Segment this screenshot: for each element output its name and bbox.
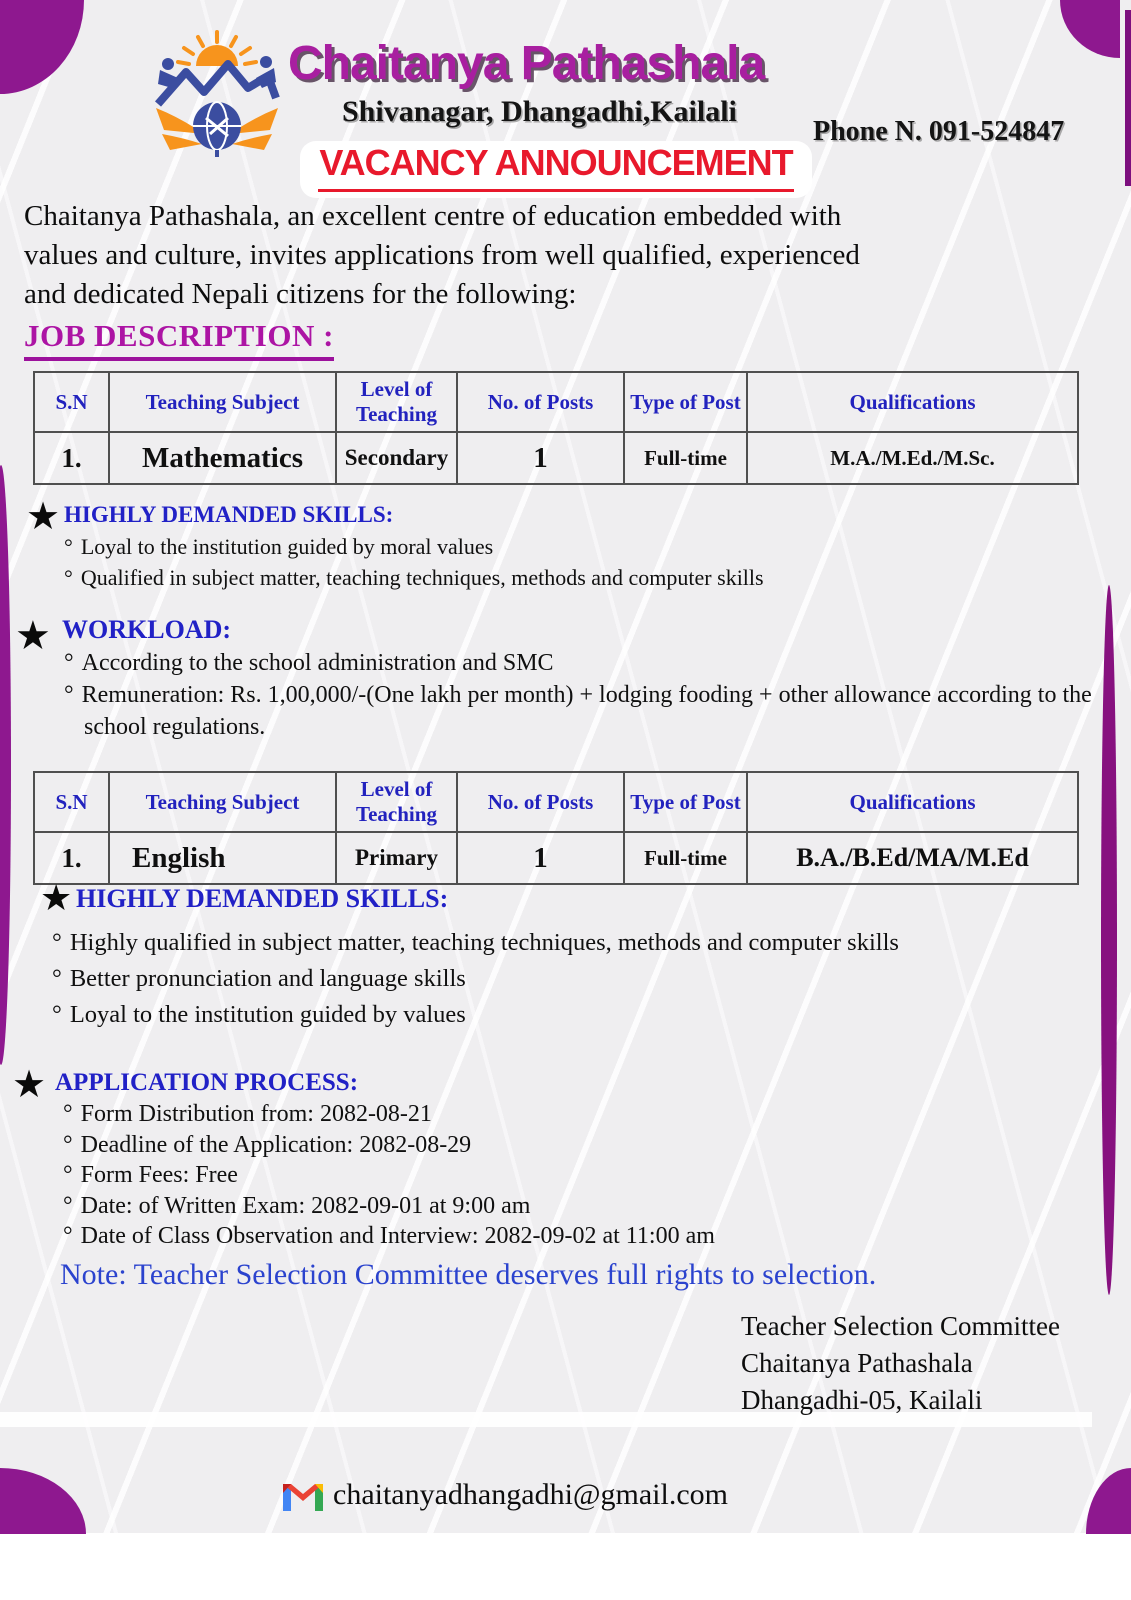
cell-type: Full-time <box>624 432 747 484</box>
bullet-text: Date: of Written Exam: 2082-09-01 at 9:00 am <box>80 1192 531 1219</box>
school-name: Chaitanya Pathashala <box>288 37 765 90</box>
bullet-item <box>64 679 1114 743</box>
bullet-text: Deadline of the Application: 2082-08-29 <box>80 1131 472 1158</box>
section-items <box>63 1099 1103 1252</box>
section-title-highly-demanded-skills-2: HIGHLY DEMANDED SKILLS: <box>76 884 449 913</box>
bullet-item <box>52 997 1116 1033</box>
bullet-text: Form Distribution from: 2082-08-21 <box>80 1101 432 1127</box>
signature-block <box>741 1308 1060 1419</box>
table-header-sn: S.N <box>34 772 109 832</box>
bullet-marker: ° <box>64 534 73 559</box>
table-header-qualifications: Qualifications <box>747 372 1078 432</box>
table-header-level: Level of Teaching <box>336 772 457 832</box>
table-header-type: Type of Post <box>624 372 747 432</box>
bullet-item <box>64 562 1104 593</box>
table-header-qualifications: Qualifications <box>747 772 1078 832</box>
bullet-item <box>63 1130 1103 1161</box>
bullet-item <box>52 961 1116 997</box>
email-address: chaitanyadhangadhi@gmail.com <box>333 1478 728 1511</box>
table-header-sn: S.N <box>34 372 109 432</box>
bullet-text: Loyal to the institution guided by values <box>69 1001 466 1028</box>
section-items <box>64 531 1104 593</box>
bullet-text: Qualified in subject matter, teaching techniques, methods and computer skills <box>80 565 764 590</box>
bullet-item <box>63 1099 1103 1130</box>
section-title-application-process: APPLICATION PROCESS: <box>55 1069 359 1096</box>
bullet-item <box>63 1191 1103 1222</box>
bullet-marker: ° <box>63 1101 73 1127</box>
bullet-marker: ° <box>64 682 74 708</box>
bullet-item <box>64 647 1114 679</box>
star-icon: ★ <box>12 1062 47 1106</box>
phone-number: Phone N. 091-524847 <box>813 116 1065 147</box>
cell-level: Primary <box>336 832 457 884</box>
note-text: Note: Teacher Selection Committee deserves full rights to selection. <box>60 1258 877 1291</box>
section-title-workload: WORKLOAD: <box>62 615 231 644</box>
bullet-marker: ° <box>52 929 62 956</box>
table-row <box>34 832 1078 884</box>
bullet-marker: ° <box>64 650 74 676</box>
table-header-subject: Teaching Subject <box>109 772 336 832</box>
job-table-mathematics <box>33 371 1079 485</box>
bullet-text: Date of Class Observation and Interview: 2082-09-02 at 11:00 am <box>80 1223 715 1249</box>
intro-line: Chaitanya Pathashala, an excellent centre of education embedded with <box>24 200 842 232</box>
intro-paragraph <box>24 197 860 314</box>
cell-qualifications: B.A./B.Ed/MA/M.Ed <box>747 832 1078 884</box>
cell-posts: 1 <box>457 832 624 884</box>
job-description-heading: JOB DESCRIPTION : <box>24 318 334 361</box>
cell-sn: 1. <box>34 832 109 884</box>
bullet-text: Highly qualified in subject matter, teaching techniques, methods and computer skills <box>69 929 899 956</box>
table-header-posts: No. of Posts <box>457 772 624 832</box>
bullet-text: Form Fees: Free <box>80 1162 238 1188</box>
cell-subject: English <box>109 832 336 884</box>
school-address: Shivanagar, Dhangadhi,Kailali <box>342 95 737 128</box>
table-header-posts: No. of Posts <box>457 372 624 432</box>
bullet-item <box>63 1160 1103 1191</box>
school-logo-icon <box>146 26 288 158</box>
section-items <box>52 925 1116 1033</box>
gmail-icon <box>283 1480 323 1511</box>
signature-line-committee: Teacher Selection Committee <box>741 1311 1060 1341</box>
bullet-marker: ° <box>52 965 62 992</box>
bullet-text: Better pronunciation and language skills <box>69 965 466 992</box>
cell-type: Full-time <box>624 832 747 884</box>
bullet-text: Remuneration: Rs. 1,00,000/-(One lakh per month) + lodging fooding + other allowance according to the school regulations. <box>81 682 1092 740</box>
star-icon: ★ <box>15 613 51 659</box>
bullet-item <box>52 925 1116 961</box>
bullet-item <box>63 1221 1103 1252</box>
section-title-highly-demanded-skills-1: HIGHLY DEMANDED SKILLS: <box>64 502 394 527</box>
vacancy-banner-text: VACANCY ANNOUNCEMENT <box>319 142 793 183</box>
cell-posts: 1 <box>457 432 624 484</box>
cell-sn: 1. <box>34 432 109 484</box>
footer-email-row <box>283 1478 728 1512</box>
signature-line-place: Dhangadhi-05, Kailali <box>741 1385 983 1415</box>
intro-line: values and culture, invites applications from well qualified, experienced <box>24 239 860 271</box>
bullet-item <box>64 531 1104 562</box>
bullet-marker: ° <box>63 1131 73 1158</box>
table-header-type: Type of Post <box>624 772 747 832</box>
star-icon: ★ <box>26 494 61 538</box>
section-items <box>64 647 1114 743</box>
star-icon: ★ <box>40 878 73 919</box>
bullet-marker: ° <box>63 1162 73 1188</box>
cell-qualifications: M.A./M.Ed./M.Sc. <box>747 432 1078 484</box>
table-row <box>34 432 1078 484</box>
intro-line: and dedicated Nepali citizens for the following: <box>24 278 577 310</box>
bullet-marker: ° <box>63 1223 73 1249</box>
cell-subject: Mathematics <box>109 432 336 484</box>
job-table-english <box>33 771 1079 885</box>
bullet-marker: ° <box>64 565 73 590</box>
bullet-text: According to the school administration and SMC <box>81 650 554 676</box>
cell-level: Secondary <box>336 432 457 484</box>
signature-line-school: Chaitanya Pathashala <box>741 1348 973 1378</box>
edge-accent-top-right <box>1125 10 1131 186</box>
bullet-text: Loyal to the institution guided by moral values <box>80 534 494 559</box>
bullet-marker: ° <box>52 1001 62 1028</box>
vacancy-banner-underline <box>318 189 794 192</box>
vacancy-banner <box>300 141 812 198</box>
bullet-marker: ° <box>63 1192 73 1219</box>
table-header-subject: Teaching Subject <box>109 372 336 432</box>
table-header-level: Level of Teaching <box>336 372 457 432</box>
